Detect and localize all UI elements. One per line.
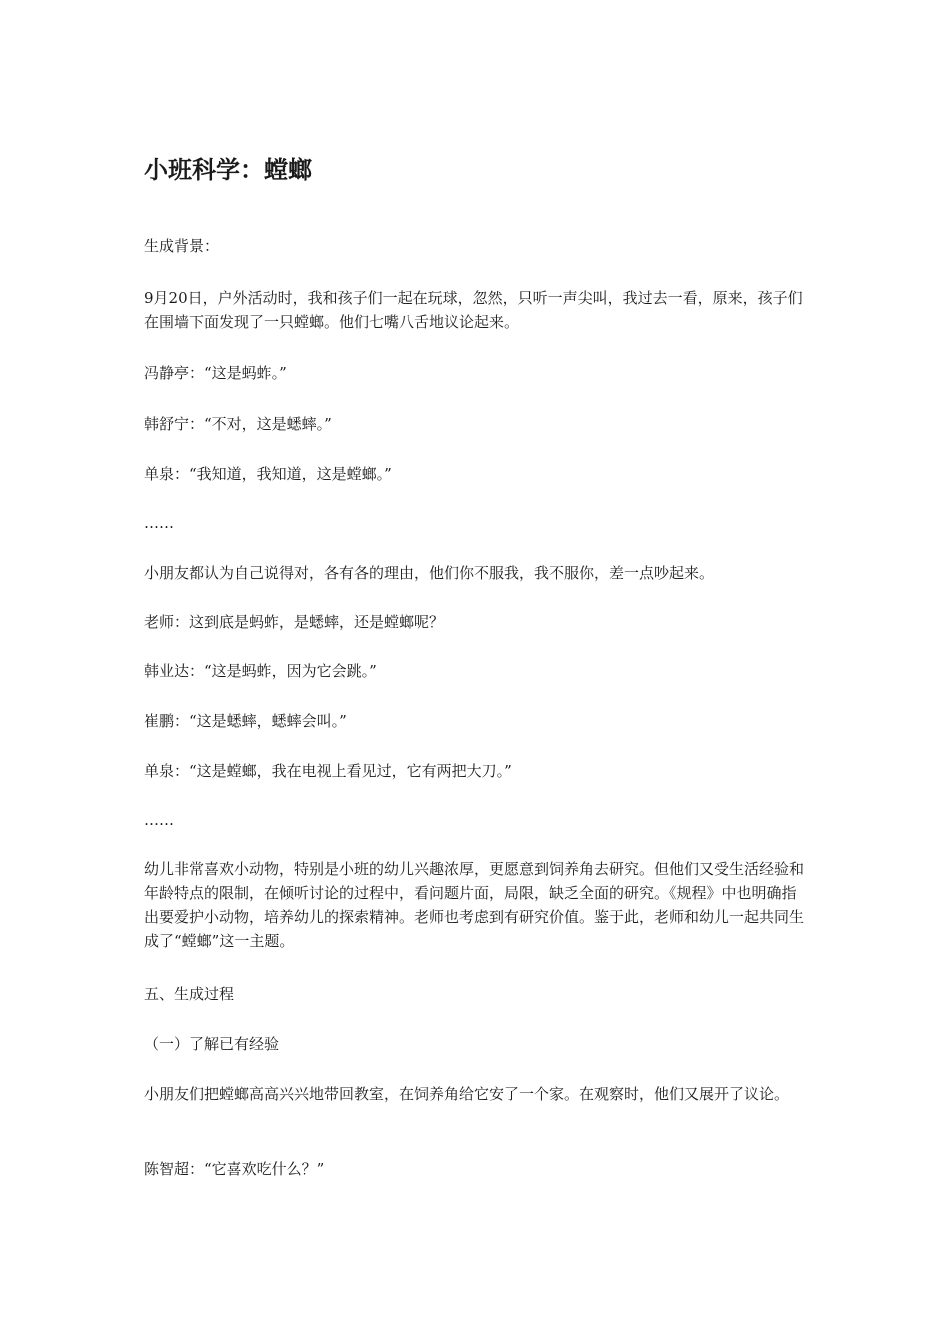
paragraph-ellipsis: …… <box>144 811 174 829</box>
paragraph-narration: 小朋友们把螳螂高高兴兴地带回教室，在饲养角给它安了一个家。在观察时，他们又展开了议论。 <box>144 1085 790 1103</box>
section-heading: 五、生成过程 <box>144 985 235 1003</box>
subsection-heading: （一）了解已有经验 <box>144 1035 280 1053</box>
paragraph-dialogue: 单泉：“我知道，我知道，这是螳螂。” <box>144 465 392 483</box>
paragraph-dialogue: 冯静亭：“这是蚂蚱。” <box>144 364 287 382</box>
paragraph-ellipsis: …… <box>144 514 174 532</box>
document-title: 小班科学：螳螂 <box>144 156 312 184</box>
paragraph-narration: 小朋友都认为自己说得对，各有各的理由，他们你不服我，我不服你，差一点吵起来。 <box>144 564 715 582</box>
paragraph-intro: 9月20日，户外活动时，我和孩子们一起在玩球，忽然，只听一声尖叫，我过去一看，原来，孩子们在围墙下面发现了一只螳螂。他们七嘴八舌地议论起来。 <box>144 289 803 331</box>
paragraph-dialogue: 单泉：“这是螳螂，我在电视上看见过，它有两把大刀。” <box>144 762 512 780</box>
paragraph-dialogue: 韩业达：“这是蚂蚱，因为它会跳。” <box>144 662 377 680</box>
paragraph-dialogue: 崔鹏：“这是蟋蟀，蟋蟀会叫。” <box>144 712 347 730</box>
paragraph-dialogue: 陈智超：“它喜欢吃什么？” <box>144 1160 325 1178</box>
paragraph-analysis: 幼儿非常喜欢小动物，特别是小班的幼儿兴趣浓厚，更愿意到饲养角去研究。但他们又受生活经验和年龄特点的限制，在倾听讨论的过程中，看问题片面，局限，缺乏全面的研究。《规程》中也明确指出要爱护小动物，培养幼儿的探索精神。老师也考虑到有研究价值。鉴于此，老师和幼儿一起共同生成了“螳螂”这一主题。 <box>144 860 805 950</box>
paragraph-dialogue: 韩舒宁：“不对，这是蟋蟀。” <box>144 415 332 433</box>
paragraph-background-heading: 生成背景： <box>144 237 220 255</box>
paragraph-teacher-question: 老师：这到底是蚂蚱，是蟋蟀，还是螳螂呢？ <box>144 613 445 631</box>
